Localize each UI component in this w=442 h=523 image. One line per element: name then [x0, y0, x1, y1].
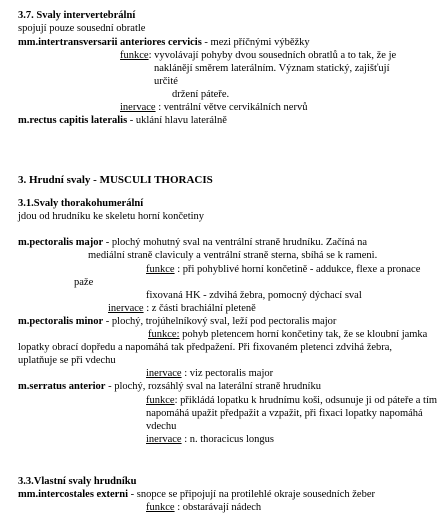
function-label: funkce: [120, 50, 149, 61]
function-text-cont: paže: [74, 277, 94, 288]
innervation-line: [146, 434, 274, 446]
chapter-heading-3: 3. Hrudní svaly - MUSCULI THORACIS: [18, 174, 213, 186]
innervation-label: inervace: [146, 368, 182, 379]
muscle-name: mm.intertransversarii anteriores cervicis: [18, 37, 202, 48]
muscle-description: - plochý, trojúhelníkový sval, leží pod pectoralis major: [103, 316, 337, 327]
muscle-entry: [18, 381, 321, 393]
innervation-line: [108, 303, 256, 315]
function-line: [146, 502, 261, 514]
innervation-text: : z části brachiální pleteně: [143, 303, 256, 314]
function-text-cont: vdechu: [146, 421, 177, 432]
muscle-description: - uklání hlavu laterálně: [127, 115, 227, 126]
muscle-entry: [18, 316, 336, 328]
muscle-entry: [18, 37, 310, 49]
section-intro: spojují pouze sousední obratle: [18, 23, 146, 34]
function-text-cont: fixovaná HK - zdvihá žebra, pomocný dýchací sval: [146, 290, 362, 301]
muscle-description: - snopce se připojují na protilehlé okraje sousedních žeber: [128, 489, 375, 500]
muscle-name: mm.intercostales externi: [18, 489, 129, 500]
function-text: : obstarávají nádech: [174, 502, 262, 513]
function-text: : vyvolávají pohyby dvou sousedních obratlů a to tak, že je: [148, 50, 397, 61]
function-text: : při pohyblivé horní končetině - addukce, flexe a pronace: [174, 264, 421, 275]
section-heading-3-1: 3.1.Svaly thorakohumerální: [18, 198, 144, 209]
section-heading-3-7: 3.7. Svaly intervertebrální: [18, 10, 136, 21]
muscle-name: m.rectus capitis lateralis: [18, 115, 128, 126]
function-label: funkce: [146, 264, 175, 275]
function-line: [148, 329, 427, 341]
muscle-entry: [18, 115, 227, 127]
function-label: funkce:: [148, 329, 180, 340]
muscle-description: - plochý, rozsáhlý sval na laterální straně hrudníku: [105, 381, 321, 392]
innervation-label: inervace: [108, 303, 144, 314]
function-text-cont: uplatňuje se při vdechu: [18, 355, 116, 366]
function-text-cont: určité: [154, 76, 178, 87]
function-text-cont: napomáhá upažit předpažit a vzpažit, při fixaci lopatky napomáhá: [146, 408, 423, 419]
function-text: pohyb pletencem horní končetiny tak, že se kloubní jamka: [179, 329, 428, 340]
function-line: [146, 264, 420, 276]
innervation-line: [146, 368, 273, 380]
innervation-label: inervace: [120, 102, 156, 113]
function-text: : přikládá lopatku k hrudnímu koši, odsunuje ji od páteře a tím: [174, 395, 438, 406]
muscle-name: m.pectoralis minor: [18, 316, 104, 327]
muscle-entry: [18, 237, 367, 249]
section-intro: jdou od hrudníku ke skeletu horní končetiny: [18, 211, 205, 222]
innervation-text: : n. thoracicus longus: [181, 434, 275, 445]
section-heading-3-3: 3.3.Vlastní svaly hrudníku: [18, 476, 137, 487]
innervation-label: inervace: [146, 434, 182, 445]
muscle-description-cont: mediální straně claviculy a ventrální straně sterna, sbíhá se k rameni.: [88, 250, 378, 261]
innervation-line: [120, 102, 307, 114]
function-text-cont: držení páteře.: [172, 89, 230, 100]
function-line: [146, 395, 437, 407]
innervation-text: : ventrální větve cervikálních nervů: [155, 102, 308, 113]
function-label: funkce: [146, 395, 175, 406]
muscle-entry: [18, 489, 375, 501]
muscle-description: - plochý mohutný sval na ventrální straně hrudníku. Začíná na: [103, 237, 368, 248]
muscle-description: - mezi příčnými výběžky: [201, 37, 310, 48]
function-text-cont: lopatky obrací dopředu a napomáhá tak předpažení. Při fixovaném pletenci zdvihá žebra,: [18, 342, 393, 353]
function-text-cont: naklánějí směrem laterálním. Význam statický, zajišťují: [154, 63, 390, 74]
muscle-name: m.pectoralis major: [18, 237, 104, 248]
function-line: [120, 50, 396, 62]
innervation-text: : viz pectoralis major: [181, 368, 274, 379]
muscle-name: m.serratus anterior: [18, 381, 106, 392]
function-label: funkce: [146, 502, 175, 513]
